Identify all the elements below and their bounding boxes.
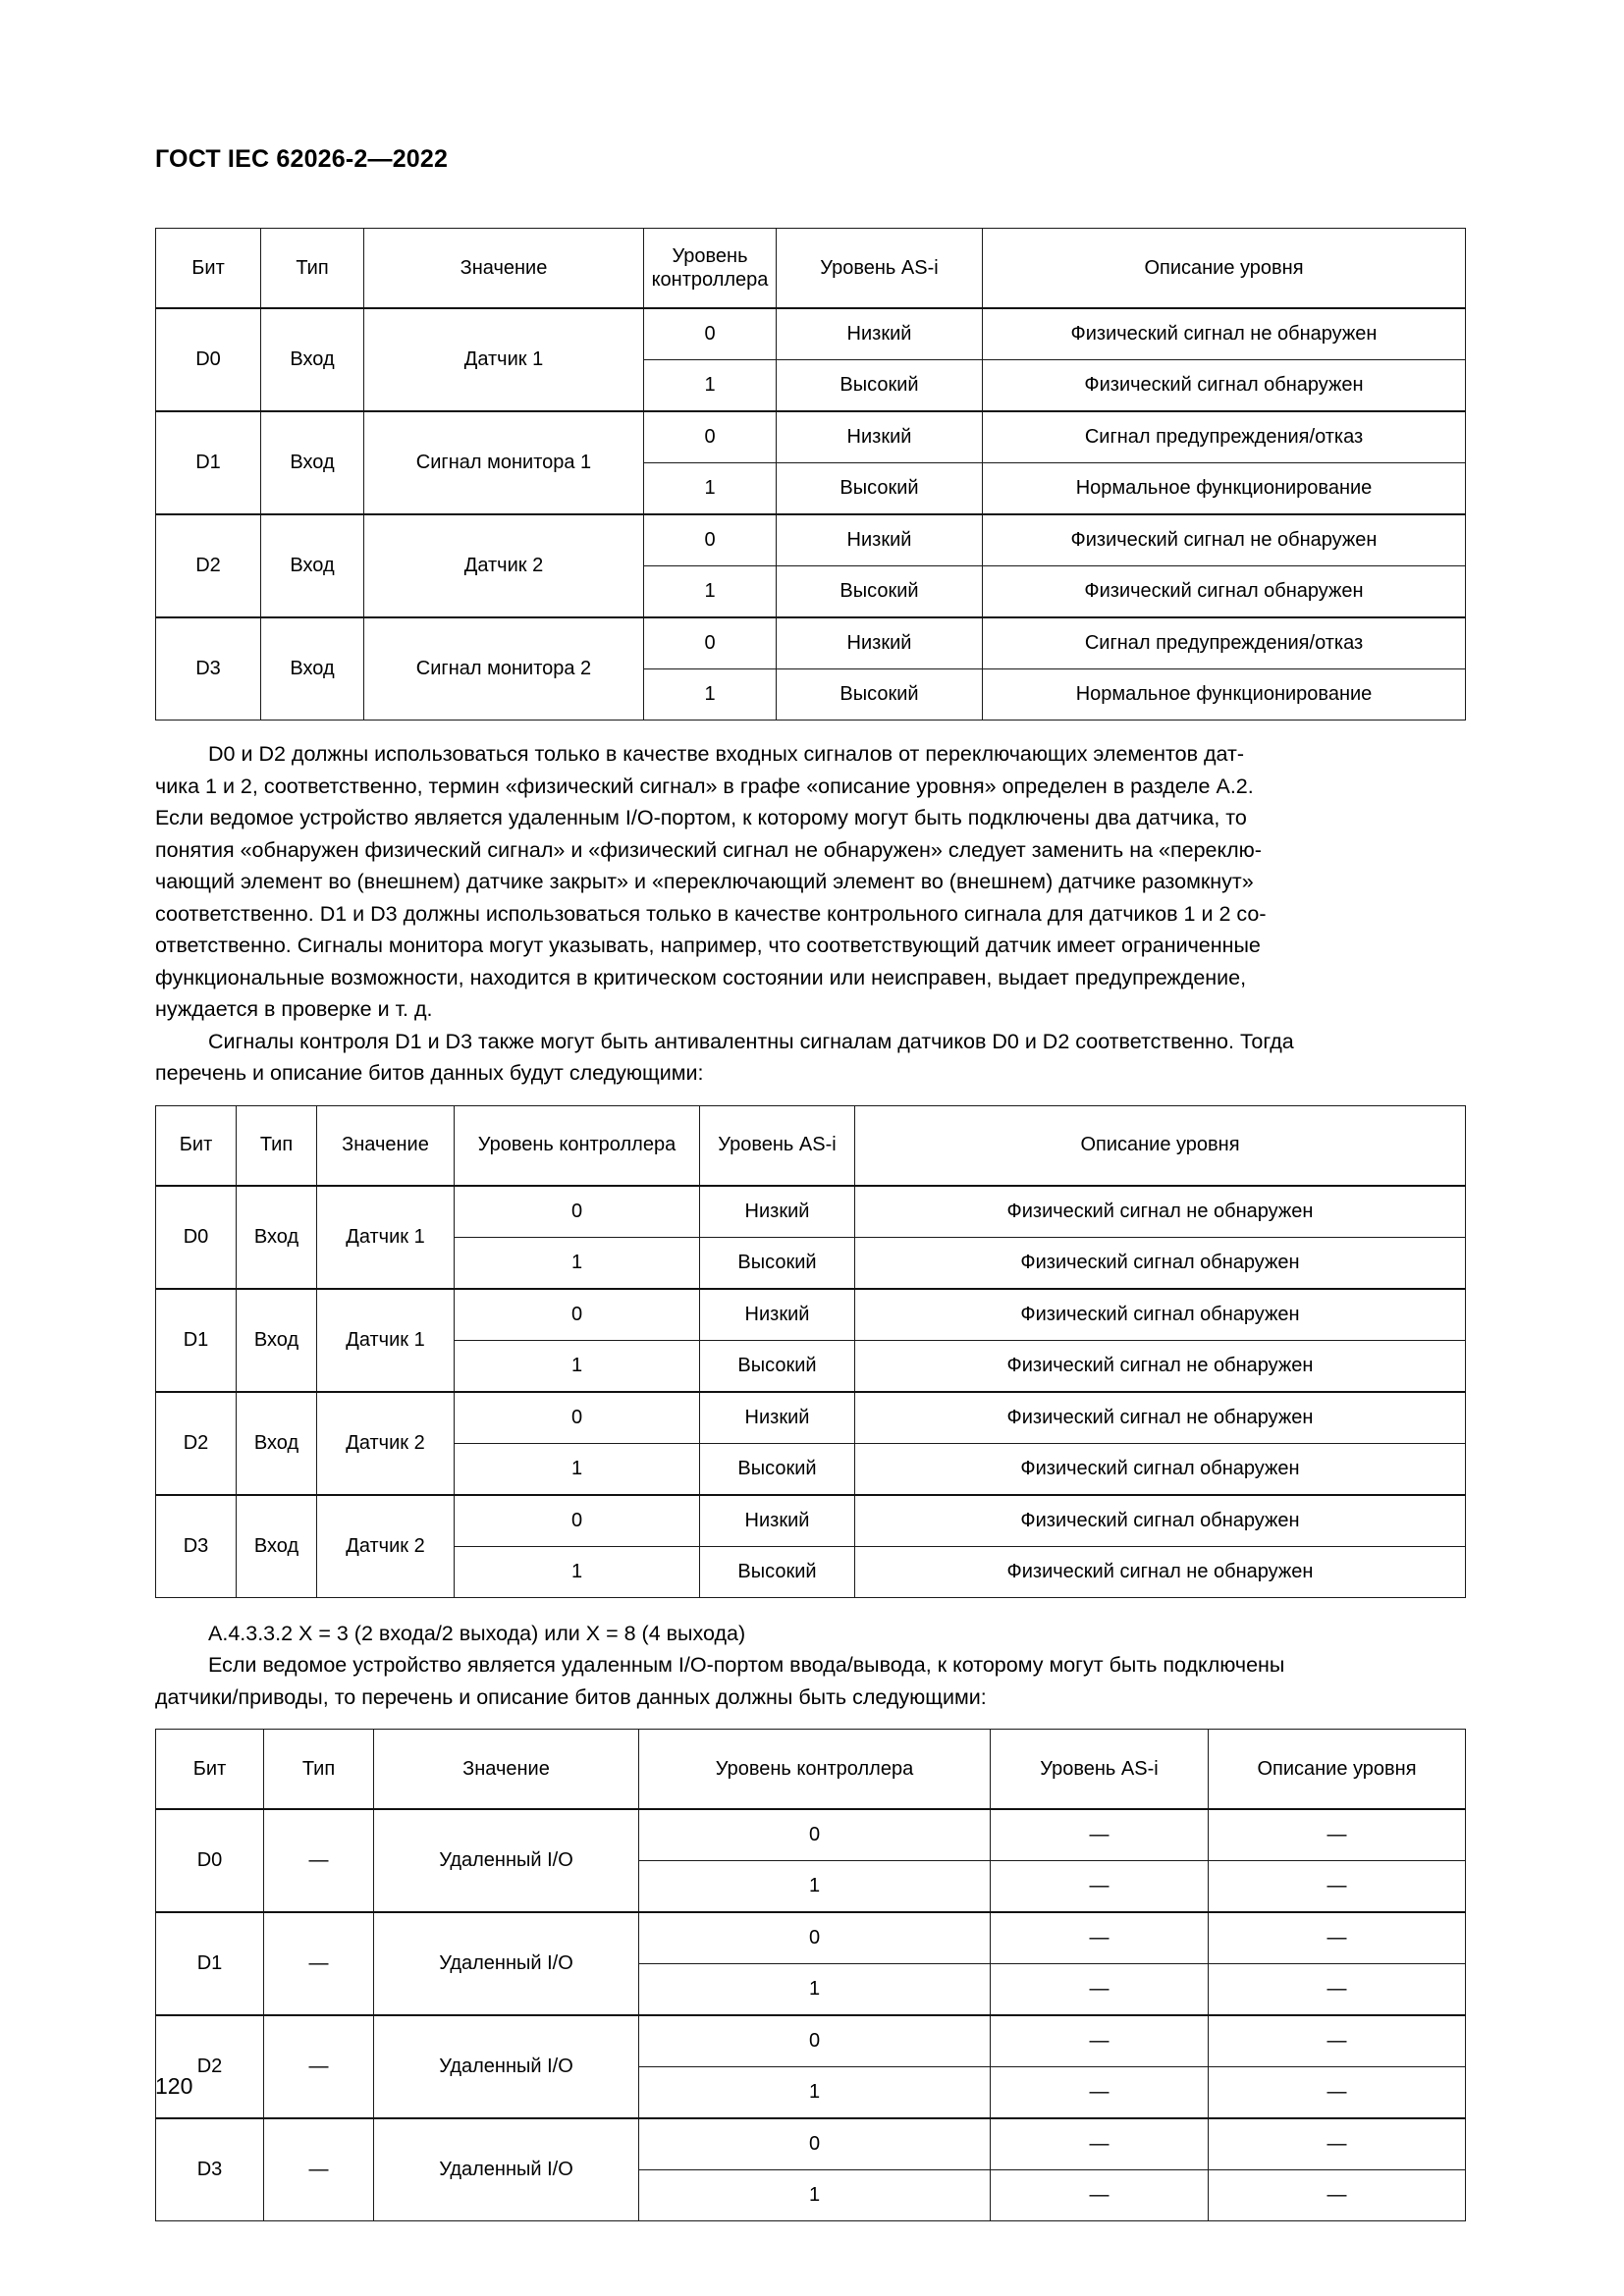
- cell-as-i-level: Низкий: [700, 1495, 855, 1547]
- cell-type: Вход: [261, 308, 364, 411]
- table-header-row: [156, 1105, 1466, 1186]
- cell-bit: D2: [156, 514, 261, 617]
- cell-bit: D2: [156, 1392, 237, 1495]
- col-header-type: Тип: [237, 1105, 317, 1186]
- cell-description: Физический сигнал не обнаружен: [855, 1340, 1466, 1392]
- cell-as-i-level: —: [991, 2015, 1209, 2067]
- cell-as-i-level: Высокий: [700, 1340, 855, 1392]
- cell-description: Сигнал предупреждения/отказ: [983, 617, 1466, 669]
- cell-type: —: [264, 1912, 374, 2015]
- table-3-wrapper: [155, 1729, 1465, 2221]
- table-row: [156, 1289, 1466, 1341]
- cell-value: Датчик 2: [317, 1495, 455, 1598]
- cell-type: —: [264, 2118, 374, 2221]
- col-header-value: Значение: [374, 1730, 639, 1810]
- col-header-as-i-level: Уровень AS-i: [991, 1730, 1209, 1810]
- cell-value: Удаленный I/O: [374, 1809, 639, 1912]
- cell-bit: D3: [156, 2118, 264, 2221]
- cell-description: —: [1209, 1964, 1466, 2016]
- cell-description: —: [1209, 1861, 1466, 1913]
- cell-controller-level: 1: [644, 566, 777, 618]
- table-header-row: [156, 229, 1466, 309]
- bit-description-table-2: [155, 1105, 1466, 1598]
- cell-description: Физический сигнал не обнаружен: [983, 514, 1466, 566]
- cell-as-i-level: —: [991, 2118, 1209, 2170]
- table-2-head: [156, 1105, 1466, 1186]
- cell-description: —: [1209, 2170, 1466, 2221]
- cell-bit: D0: [156, 1186, 237, 1289]
- controller-level-line-1: Уровень: [672, 244, 748, 267]
- cell-value: Датчик 1: [317, 1289, 455, 1392]
- col-header-type: Тип: [261, 229, 364, 309]
- paragraph-line: Сигналы контроля D1 и D3 также могут быть антивалентны сигналам датчиков D0 и D2 соответственно. Тогда: [208, 1029, 1294, 1053]
- cell-value: Удаленный I/O: [374, 1912, 639, 2015]
- col-header-bit: Бит: [156, 1105, 237, 1186]
- cell-controller-level: 0: [639, 2015, 991, 2067]
- cell-value: Датчик 2: [364, 514, 644, 617]
- paragraph-line: соответственно. D1 и D3 должны использоваться только в качестве контрольного сигнала для датчиков 1 и 2 со-: [155, 901, 1267, 926]
- cell-as-i-level: Высокий: [777, 463, 983, 515]
- table-row: [156, 411, 1466, 463]
- table-2-wrapper: [155, 1105, 1465, 1598]
- col-header-bit: Бит: [156, 229, 261, 309]
- table-row: [156, 1495, 1466, 1547]
- table-2-body: [156, 1186, 1466, 1598]
- cell-type: Вход: [261, 617, 364, 721]
- cell-controller-level: 0: [455, 1392, 700, 1444]
- cell-type: Вход: [261, 514, 364, 617]
- paragraph-line: понятия «обнаружен физический сигнал» и «физический сигнал не обнаружен» следует заменить на «переклю-: [155, 837, 1262, 862]
- cell-controller-level: 1: [644, 669, 777, 721]
- cell-value: Удаленный I/O: [374, 2118, 639, 2221]
- cell-controller-level: 0: [455, 1289, 700, 1341]
- paragraph-line: D0 и D2 должны использоваться только в качестве входных сигналов от переключающих элементов дат-: [208, 742, 1245, 766]
- cell-bit: D1: [156, 1289, 237, 1392]
- cell-as-i-level: Высокий: [777, 360, 983, 412]
- table-1-body: [156, 308, 1466, 721]
- table-row: [156, 2015, 1466, 2067]
- paragraph-line: датчики/приводы, то перечень и описание битов данных должны быть следующими:: [155, 1684, 987, 1709]
- cell-as-i-level: —: [991, 1861, 1209, 1913]
- page-header: ГОСТ IEC 62026-2—2022: [155, 145, 449, 173]
- cell-controller-level: 1: [639, 1861, 991, 1913]
- cell-value: Сигнал монитора 1: [364, 411, 644, 514]
- col-header-controller-level: Уровень контроллера: [639, 1730, 991, 1810]
- cell-description: Физический сигнал обнаружен: [983, 566, 1466, 618]
- col-header-controller-level: [644, 229, 777, 309]
- cell-as-i-level: Низкий: [700, 1186, 855, 1238]
- cell-description: —: [1209, 2067, 1466, 2119]
- cell-as-i-level: —: [991, 2170, 1209, 2221]
- cell-controller-level: 1: [644, 463, 777, 515]
- cell-bit: D0: [156, 1809, 264, 1912]
- cell-controller-level: 0: [644, 411, 777, 463]
- paragraph-line: функциональные возможности, находится в критическом состоянии или неисправен, выдает предупреждение,: [155, 965, 1247, 989]
- cell-bit: D3: [156, 1495, 237, 1598]
- cell-type: Вход: [237, 1186, 317, 1289]
- cell-bit: D1: [156, 1912, 264, 2015]
- cell-value: Датчик 2: [317, 1392, 455, 1495]
- cell-as-i-level: Низкий: [777, 308, 983, 360]
- cell-controller-level: 1: [455, 1546, 700, 1597]
- bit-description-table-1: [155, 228, 1466, 721]
- paragraph-line: чика 1 и 2, соответственно, термин «физический сигнал» в графе «описание уровня» определен в разделе А.2.: [155, 774, 1254, 798]
- cell-description: Физический сигнал не обнаружен: [855, 1186, 1466, 1238]
- paragraph-line: чающий элемент во (внешнем) датчике закрыт» и «переключающий элемент во (внешнем) датчике разомкнут»: [155, 870, 1254, 893]
- table-row: [156, 1392, 1466, 1444]
- col-header-level-description: Описание уровня: [855, 1105, 1466, 1186]
- table-row: [156, 308, 1466, 360]
- table-header-row: [156, 1730, 1466, 1810]
- table-3-head: [156, 1730, 1466, 1810]
- cell-description: Сигнал предупреждения/отказ: [983, 411, 1466, 463]
- cell-as-i-level: Высокий: [700, 1546, 855, 1597]
- cell-as-i-level: —: [991, 1964, 1209, 2016]
- cell-as-i-level: Низкий: [700, 1392, 855, 1444]
- col-header-value: Значение: [364, 229, 644, 309]
- cell-description: —: [1209, 1912, 1466, 1964]
- paragraph-line: нуждается в проверке и т. д.: [155, 997, 433, 1021]
- col-header-level-description: Описание уровня: [983, 229, 1466, 309]
- cell-as-i-level: —: [991, 2067, 1209, 2119]
- cell-as-i-level: Низкий: [700, 1289, 855, 1341]
- cell-type: Вход: [237, 1495, 317, 1598]
- paragraph-block-2: [155, 1618, 1465, 1714]
- cell-as-i-level: Высокий: [700, 1237, 855, 1289]
- cell-controller-level: 0: [644, 514, 777, 566]
- table-row: [156, 617, 1466, 669]
- table-row: [156, 1809, 1466, 1861]
- col-header-level-description: Описание уровня: [1209, 1730, 1466, 1810]
- table-1-wrapper: [155, 228, 1465, 721]
- cell-description: Физический сигнал обнаружен: [855, 1289, 1466, 1341]
- cell-controller-level: 1: [639, 1964, 991, 2016]
- cell-bit: D3: [156, 617, 261, 721]
- cell-bit: D1: [156, 411, 261, 514]
- cell-description: Физический сигнал обнаружен: [983, 360, 1466, 412]
- controller-level-line-2: контроллера: [651, 269, 769, 291]
- cell-value: Сигнал монитора 2: [364, 617, 644, 721]
- cell-value: Датчик 1: [317, 1186, 455, 1289]
- table-row: [156, 514, 1466, 566]
- cell-as-i-level: Низкий: [777, 514, 983, 566]
- paragraph-line: ответственно. Сигналы монитора могут указывать, например, что соответствующий датчик имеет ограниченные: [155, 934, 1261, 957]
- cell-value: Удаленный I/O: [374, 2015, 639, 2118]
- section-heading: А.4.3.3.2 X = 3 (2 входа/2 выхода) или X = 8 (4 выхода): [208, 1621, 746, 1645]
- col-header-bit: Бит: [156, 1730, 264, 1810]
- cell-bit: D2: [156, 2015, 264, 2118]
- cell-description: —: [1209, 2015, 1466, 2067]
- bit-description-table-3: [155, 1729, 1466, 2221]
- table-3-body: [156, 1809, 1466, 2221]
- col-header-controller-level: Уровень контроллера: [455, 1105, 700, 1186]
- table-row: [156, 2118, 1466, 2170]
- cell-as-i-level: —: [991, 1912, 1209, 1964]
- col-header-as-i-level: Уровень AS-i: [777, 229, 983, 309]
- table-row: [156, 1186, 1466, 1238]
- cell-description: Нормальное функционирование: [983, 463, 1466, 515]
- cell-description: —: [1209, 2118, 1466, 2170]
- cell-description: Физический сигнал не обнаружен: [855, 1546, 1466, 1597]
- cell-type: —: [264, 1809, 374, 1912]
- cell-description: Физический сигнал не обнаружен: [983, 308, 1466, 360]
- cell-controller-level: 0: [455, 1186, 700, 1238]
- page-number: 120: [155, 2073, 193, 2099]
- cell-controller-level: 1: [639, 2067, 991, 2119]
- cell-controller-level: 1: [455, 1340, 700, 1392]
- cell-controller-level: 0: [639, 2118, 991, 2170]
- cell-controller-level: 0: [639, 1809, 991, 1861]
- cell-type: Вход: [261, 411, 364, 514]
- cell-bit: D0: [156, 308, 261, 411]
- cell-controller-level: 1: [644, 360, 777, 412]
- cell-description: Физический сигнал обнаружен: [855, 1495, 1466, 1547]
- cell-description: Физический сигнал обнаружен: [855, 1237, 1466, 1289]
- cell-type: Вход: [237, 1289, 317, 1392]
- table-1-head: [156, 229, 1466, 309]
- paragraph-block-1: [155, 738, 1465, 1090]
- table-row: [156, 1912, 1466, 1964]
- cell-description: —: [1209, 1809, 1466, 1861]
- col-header-type: Тип: [264, 1730, 374, 1810]
- cell-description: Физический сигнал обнаружен: [855, 1443, 1466, 1495]
- paragraph-line: Если ведомое устройство является удаленным I/O-портом ввода/вывода, к которому могут быть подключены: [208, 1653, 1285, 1677]
- cell-as-i-level: Низкий: [777, 617, 983, 669]
- cell-as-i-level: —: [991, 1809, 1209, 1861]
- cell-controller-level: 0: [644, 308, 777, 360]
- cell-as-i-level: Высокий: [777, 566, 983, 618]
- cell-controller-level: 1: [455, 1237, 700, 1289]
- paragraph-line: Если ведомое устройство является удаленным I/O-портом, к которому могут быть подключены два датчика, то: [155, 806, 1247, 829]
- cell-description: Физический сигнал не обнаружен: [855, 1392, 1466, 1444]
- cell-as-i-level: Высокий: [777, 669, 983, 721]
- col-header-value: Значение: [317, 1105, 455, 1186]
- cell-controller-level: 1: [455, 1443, 700, 1495]
- col-header-as-i-level: Уровень AS-i: [700, 1105, 855, 1186]
- cell-controller-level: 0: [639, 1912, 991, 1964]
- cell-description: Нормальное функционирование: [983, 669, 1466, 721]
- paragraph-line: перечень и описание битов данных будут следующими:: [155, 1061, 704, 1085]
- cell-type: Вход: [237, 1392, 317, 1495]
- cell-controller-level: 1: [639, 2170, 991, 2221]
- cell-as-i-level: Низкий: [777, 411, 983, 463]
- cell-controller-level: 0: [455, 1495, 700, 1547]
- cell-controller-level: 0: [644, 617, 777, 669]
- cell-value: Датчик 1: [364, 308, 644, 411]
- page-content: [155, 228, 1465, 2221]
- cell-as-i-level: Высокий: [700, 1443, 855, 1495]
- cell-type: —: [264, 2015, 374, 2118]
